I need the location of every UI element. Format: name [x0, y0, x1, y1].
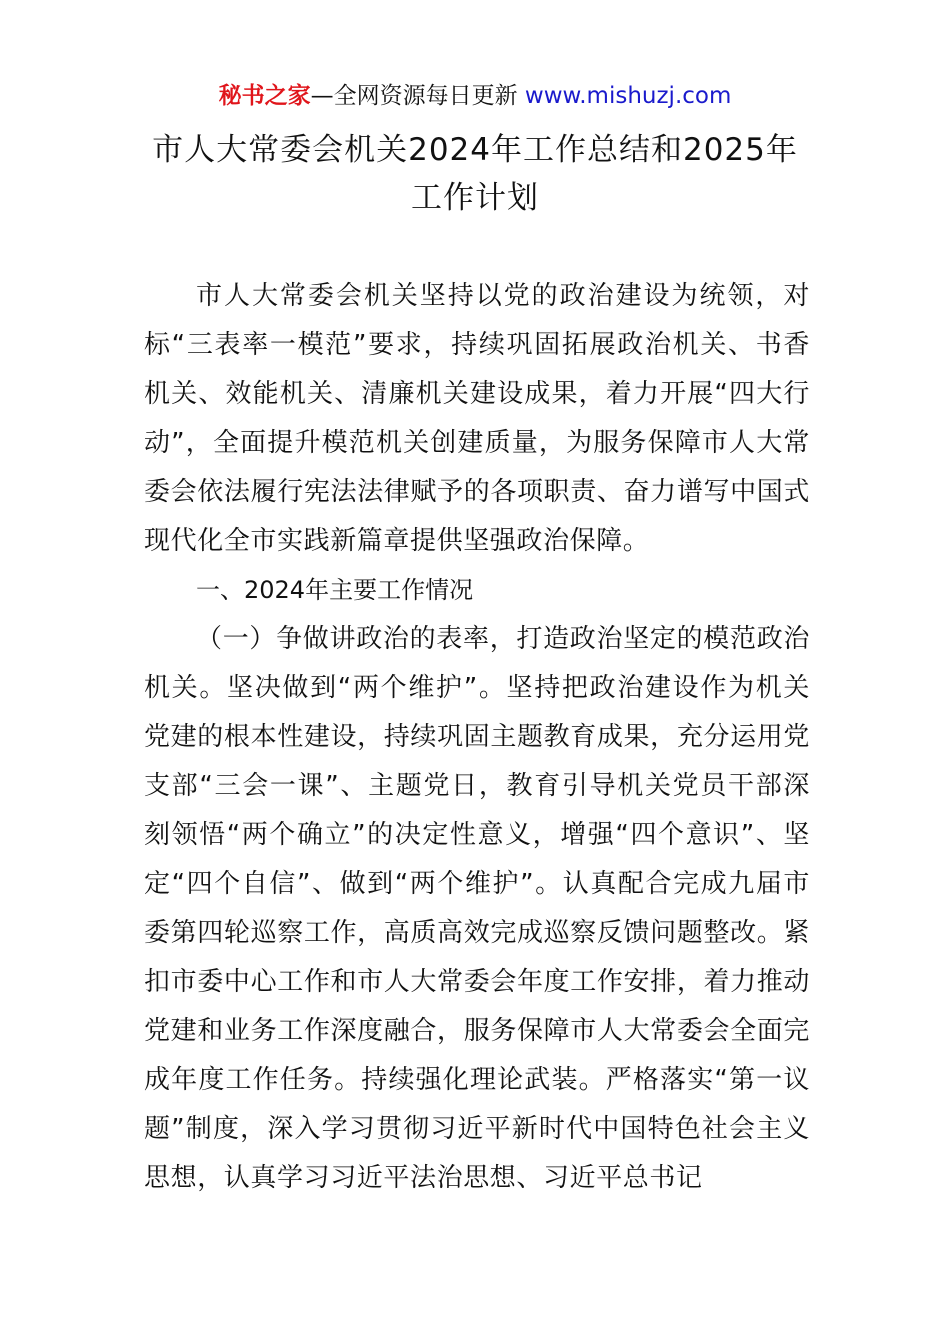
document-title: 市人大常委会机关2024年工作总结和2025年工作计划	[152, 132, 798, 216]
intro-paragraph: 市人大常委会机关坚持以党的政治建设为统领，对标“三表率一模范”要求，持续巩固拓展政治机关、书香机关、效能机关、清廉机关建设成果，着力开展“四大行动”，全面提升模范机关创建质量，为服务保障市人大常委会依法履行宪法法律赋予的各项职责、奋力谱写中国式现代化全市实践新篇章提供坚强政治保障。	[144, 281, 810, 556]
banner-tagline: —全网资源每日更新	[310, 83, 525, 109]
section-paragraph: （一）争做讲政治的表率，打造政治坚定的模范政治机关。坚决做到“两个维护”。坚持把政治建设作为机关党建的根本性建设，持续巩固主题教育成果，充分运用党支部“三会一课”、主题党日，教育引导机关党员干部深刻领悟“两个确立”的决定性意义，增强“四个意识”、坚定“四个自信”、做到“两个维护”。认真配合完成九届市委第四轮巡察工作，高质高效完成巡察反馈问题整改。紧扣市委中心工作和市人大常委会年度工作安排，着力推动党建和业务工作深度融合，服务保障市人大常委会全面完成年度工作任务。持续强化理论武装。严格落实“第一议题”制度，深入学习贯彻习近平新时代中国特色社会主义思想，认真学习习近平法治思想、习近平总书记	[144, 624, 810, 1193]
header-banner	[0, 80, 950, 112]
site-url-link[interactable]: www.mishuzj.com	[524, 83, 732, 109]
brand-name: 秘书之家	[218, 83, 311, 109]
document-body	[144, 272, 810, 1203]
section-heading: 一、2024年主要工作情况	[196, 576, 474, 604]
